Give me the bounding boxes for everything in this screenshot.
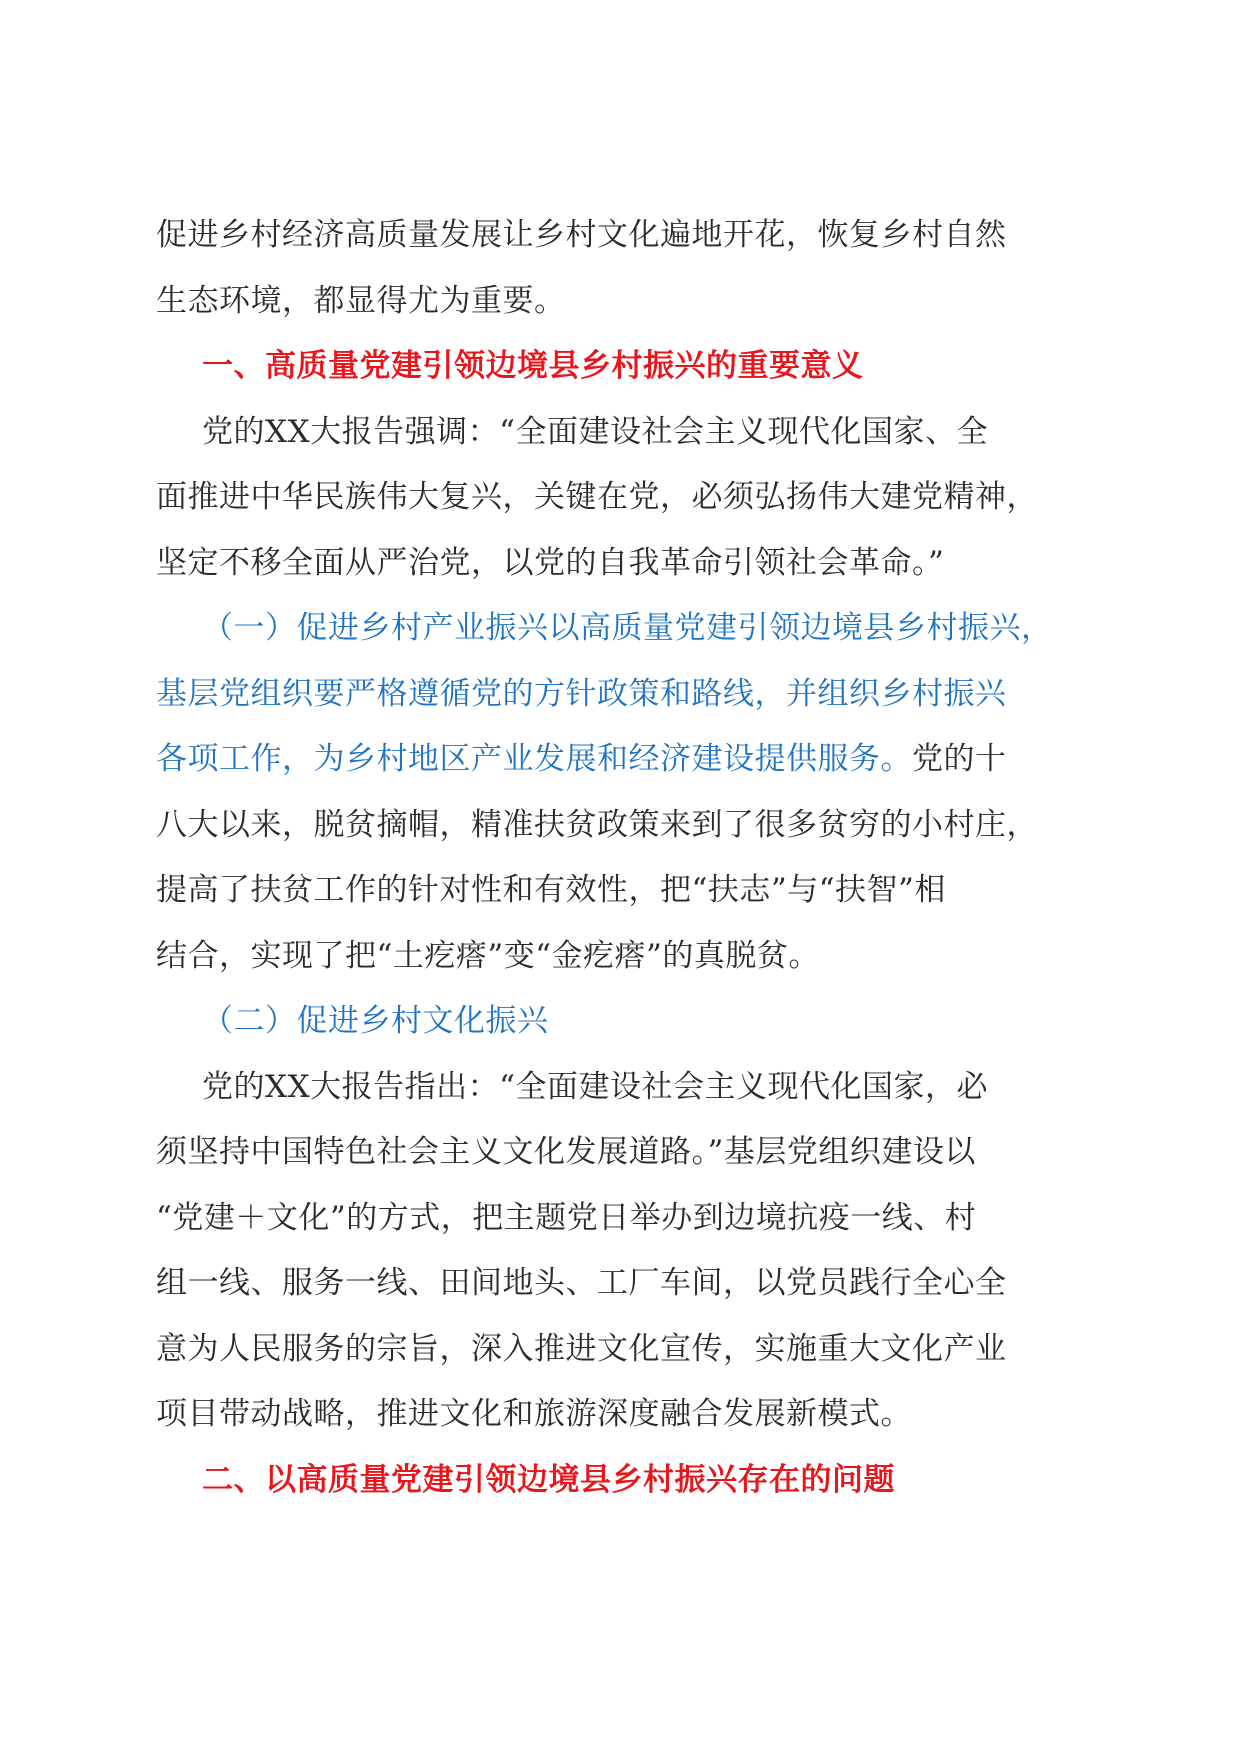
body-text: 项目带动战略，推进文化和旅游深度融合发展新模式。 [156,1396,912,1432]
body-text: 意为人民服务的宗旨，深入推进文化宣传，实施重大文化产业 [156,1330,1007,1367]
line [156,870,1076,936]
line [156,739,1076,805]
sub-text: （二）促进乡村文化振兴 [202,1003,549,1039]
section-heading-2 [156,1460,1076,1526]
heading-text: 一、高质量党建引领边境县乡村振兴的重要意义 [202,348,864,384]
line [156,805,1076,871]
line [156,215,1076,281]
line [156,674,1076,740]
line [156,1263,1076,1329]
line [156,1132,1076,1198]
body-text: 结合，实现了把“土疙瘩”变“金疙瘩”的真脱贫。 [156,937,820,974]
body-text: 坚定不移全面从严治党，以党的自我革命引领社会革命。” [156,544,945,581]
line [156,281,1076,347]
body-text: 面推进中华民族伟大复兴，关键在党，必须弘扬伟大建党精神， [156,479,1038,515]
body-text: 组一线、服务一线、田间地头、工厂车间，以党员践行全心全 [156,1265,1007,1301]
section-heading-1 [156,346,1076,412]
document-page [156,215,1076,1525]
subsection-heading-2 [156,1001,1076,1067]
line [156,1198,1076,1264]
body-text: 须坚持中国特色社会主义文化发展道路。”基层党组织建设以 [156,1134,976,1170]
body-text: 促进乡村经济高质量发展让乡村文化遍地开花，恢复乡村自然 [156,217,1007,253]
line [156,1067,1076,1133]
line [156,412,1076,478]
body-text: 八大以来，脱贫摘帽，精准扶贫政策来到了很多贫穷的小村庄， [156,806,1038,843]
sub-text: 基层党组织要严格遵循党的方针政策和路线，并组织乡村振兴 [156,675,1007,712]
line [156,477,1076,543]
body-text: 生态环境，都显得尤为重要。 [156,282,566,319]
body-text: 党的XX大报告强调：“全面建设社会主义现代化国家、全 [202,413,988,450]
heading-text: 二、以高质量党建引领边境县乡村振兴存在的问题 [202,1461,895,1498]
body-text: 提高了扶贫工作的针对性和有效性，把“扶志”与“扶智”相 [156,872,946,908]
subsection-heading-1 [156,608,1076,674]
body-text: 党的十 [912,741,1007,777]
line [156,543,1076,609]
sub-text: 各项工作，为乡村地区产业发展和经济建设提供服务。 [156,741,912,777]
body-text: “党建＋文化”的方式，把主题党日举办到边境抗疫一线、村 [156,1199,977,1236]
line [156,1394,1076,1460]
sub-text: （一）促进乡村产业振兴以高质量党建引领边境县乡村振兴， [202,610,1053,646]
body-text: 党的XX大报告指出：“全面建设社会主义现代化国家，必 [202,1068,988,1105]
line [156,1329,1076,1395]
line [156,936,1076,1002]
